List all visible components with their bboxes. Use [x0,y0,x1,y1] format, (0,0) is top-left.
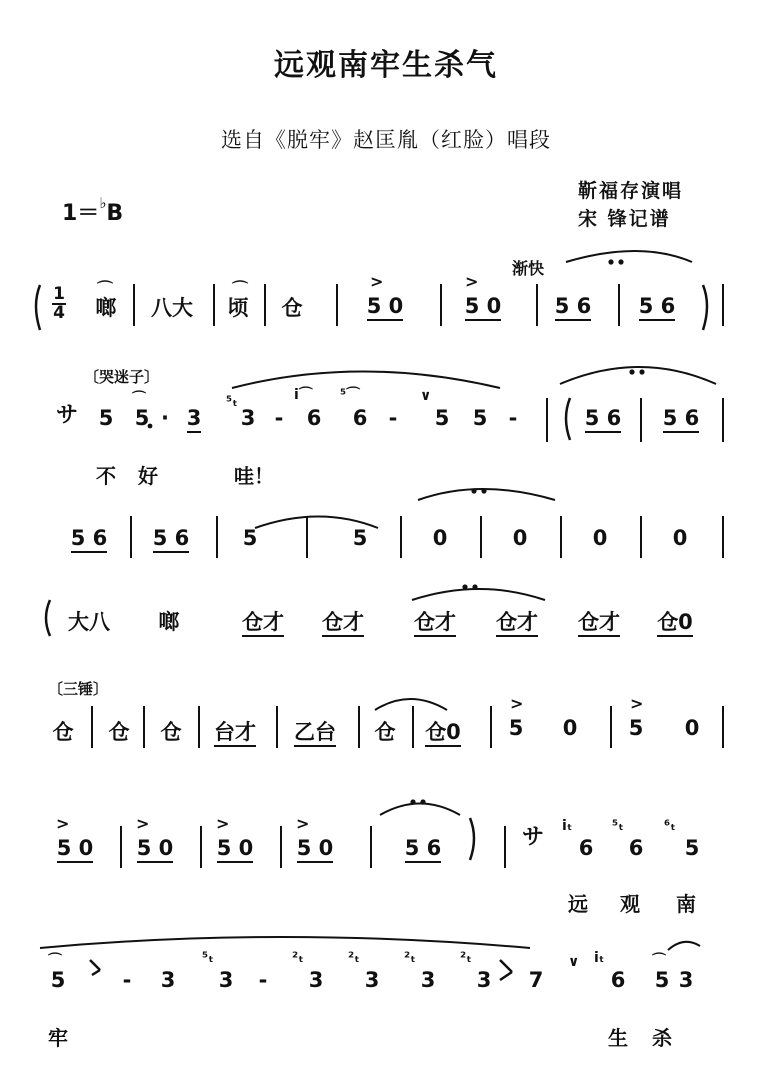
note-cell: 0 [432,526,448,550]
time-sig-bottom: 4 [53,303,65,323]
note: 3 [420,968,436,992]
dash: - [258,968,268,992]
note: 5 [50,968,66,992]
lyric: 远 [568,892,588,916]
barline [143,706,145,748]
barline [618,284,620,326]
percussion-cell: 仓 [160,720,182,744]
barline [722,516,724,558]
note: 5 [98,406,114,430]
barline [130,516,132,558]
barline [276,706,278,748]
barline [546,398,548,442]
lyric: 观 [620,892,640,916]
percussion-cell: 仓 [281,296,303,320]
percussion-cell: 仓 [108,720,130,744]
barline [722,284,724,326]
lyric: 南 [676,892,696,916]
percussion-cell: 乙台 [294,720,336,747]
barline [213,284,215,326]
barline [198,706,200,748]
percussion-cell: 仓才 [496,610,538,637]
lyric: 哇！ [234,464,274,488]
barline [504,826,506,868]
dash: - [274,406,284,430]
barline [722,398,724,442]
barline [370,826,372,868]
note-cell: 5 [242,526,258,550]
note-cell: 5 6 [71,526,108,553]
lyric: 生 [608,1026,628,1050]
note: 5 [134,406,150,430]
percussion-cell: 仓才 [578,610,620,637]
percussion-cell: 仓才 [414,610,456,637]
percussion-cell: 啷 [158,610,180,634]
note: 5 [684,836,700,860]
barline [560,516,562,558]
note-cell: 5 0 [137,836,174,863]
note: 3 [218,968,234,992]
note: 3 [308,968,324,992]
percussion-cell: 仓0 [425,720,461,747]
note-cell: 5 6 [555,294,592,321]
key-note: B [106,201,124,226]
note: 6 [610,968,626,992]
note: 5 [434,406,450,430]
lyric: 杀 [652,1026,672,1050]
percussion-cell: 顷 [227,296,249,320]
note: 3 [160,968,176,992]
barline [264,284,266,326]
barline [358,706,360,748]
note: 3 [678,968,694,992]
note-cell: 0 [684,716,700,740]
note-cell: 5 [628,716,644,740]
lyric: 好 [138,464,158,488]
barline [120,826,122,868]
note-cell: 0 [672,526,688,550]
note-cell: 5 6 [663,406,700,433]
dash: - [122,968,132,992]
note-cell: 5 6 [585,406,622,433]
percussion-cell: 仓0 [657,610,693,637]
barline [440,284,442,326]
note: 6 [628,836,644,860]
page-title: 远观南牢生杀气 [274,48,498,83]
percussion-cell: 仓才 [242,610,284,637]
tempo-marking: 渐快 [512,259,545,278]
dash: - [388,406,398,430]
barline [400,516,402,558]
barline [610,706,612,748]
note-cell: 5 0 [367,294,404,321]
barline [91,706,93,748]
page-subtitle: 选自《脱牢》赵匡胤（红脸）唱段 [221,128,551,152]
note: 3 [476,968,492,992]
lyric: 牢 [48,1026,68,1050]
barline [640,398,642,442]
flat-sign: ♭ [99,193,107,212]
dot: · [161,406,169,430]
barline [216,516,218,558]
section-label: 〔哭迷子〕 [84,368,160,386]
percussion-cell: 台才 [214,720,256,747]
key-prefix: 1＝ [62,201,100,226]
note-cell: 5 0 [217,836,254,863]
note-cell: 5 0 [465,294,502,321]
note-cell: 5 6 [405,836,442,863]
note: 7 [528,968,544,992]
note-cell: 0 [562,716,578,740]
barline [336,284,338,326]
note: 6 [306,406,322,430]
percussion-cell: 仓 [374,720,396,744]
lyric: 不 [96,464,116,488]
percussion-cell: 仓 [52,720,74,744]
barline [280,826,282,868]
note: 6 [578,836,594,860]
percussion-cell: 八大 [151,296,193,320]
note-cell: 5 0 [297,836,334,863]
note: 3 [240,406,256,430]
barline [536,284,538,326]
note: 3 [184,406,204,430]
note-cell: 0 [592,526,608,550]
note: 6 [352,406,368,430]
barline [306,516,308,558]
percussion-cell: 仓才 [322,610,364,637]
percussion-cell: 啷 [95,296,117,320]
section-label: 〔三锤〕 [48,680,109,698]
percussion-cell: 大八 [68,610,110,634]
barline [490,706,492,748]
free-rhythm-mark: サ [522,825,545,850]
time-signature [52,286,66,322]
free-rhythm-mark: サ [56,403,79,428]
note-cell: 5 6 [153,526,190,553]
barline [133,284,135,326]
note: 5 [472,406,488,430]
time-sig-top: 1 [53,284,65,304]
transcriber-credit: 宋 锋记谱 [578,208,671,230]
singer-credit: 靳福存演唱 [578,180,684,202]
note-cell: 5 [508,716,524,740]
note-cell: 5 0 [57,836,94,863]
note-cell: 5 6 [639,294,676,321]
barline [480,516,482,558]
note-cell: 5 [352,526,368,550]
barline [722,706,724,748]
note: 3 [364,968,380,992]
note-cell: 0 [512,526,528,550]
barline [640,516,642,558]
note: 5 [654,968,670,992]
barline [200,826,202,868]
barline [412,706,414,748]
dash: - [508,406,518,430]
